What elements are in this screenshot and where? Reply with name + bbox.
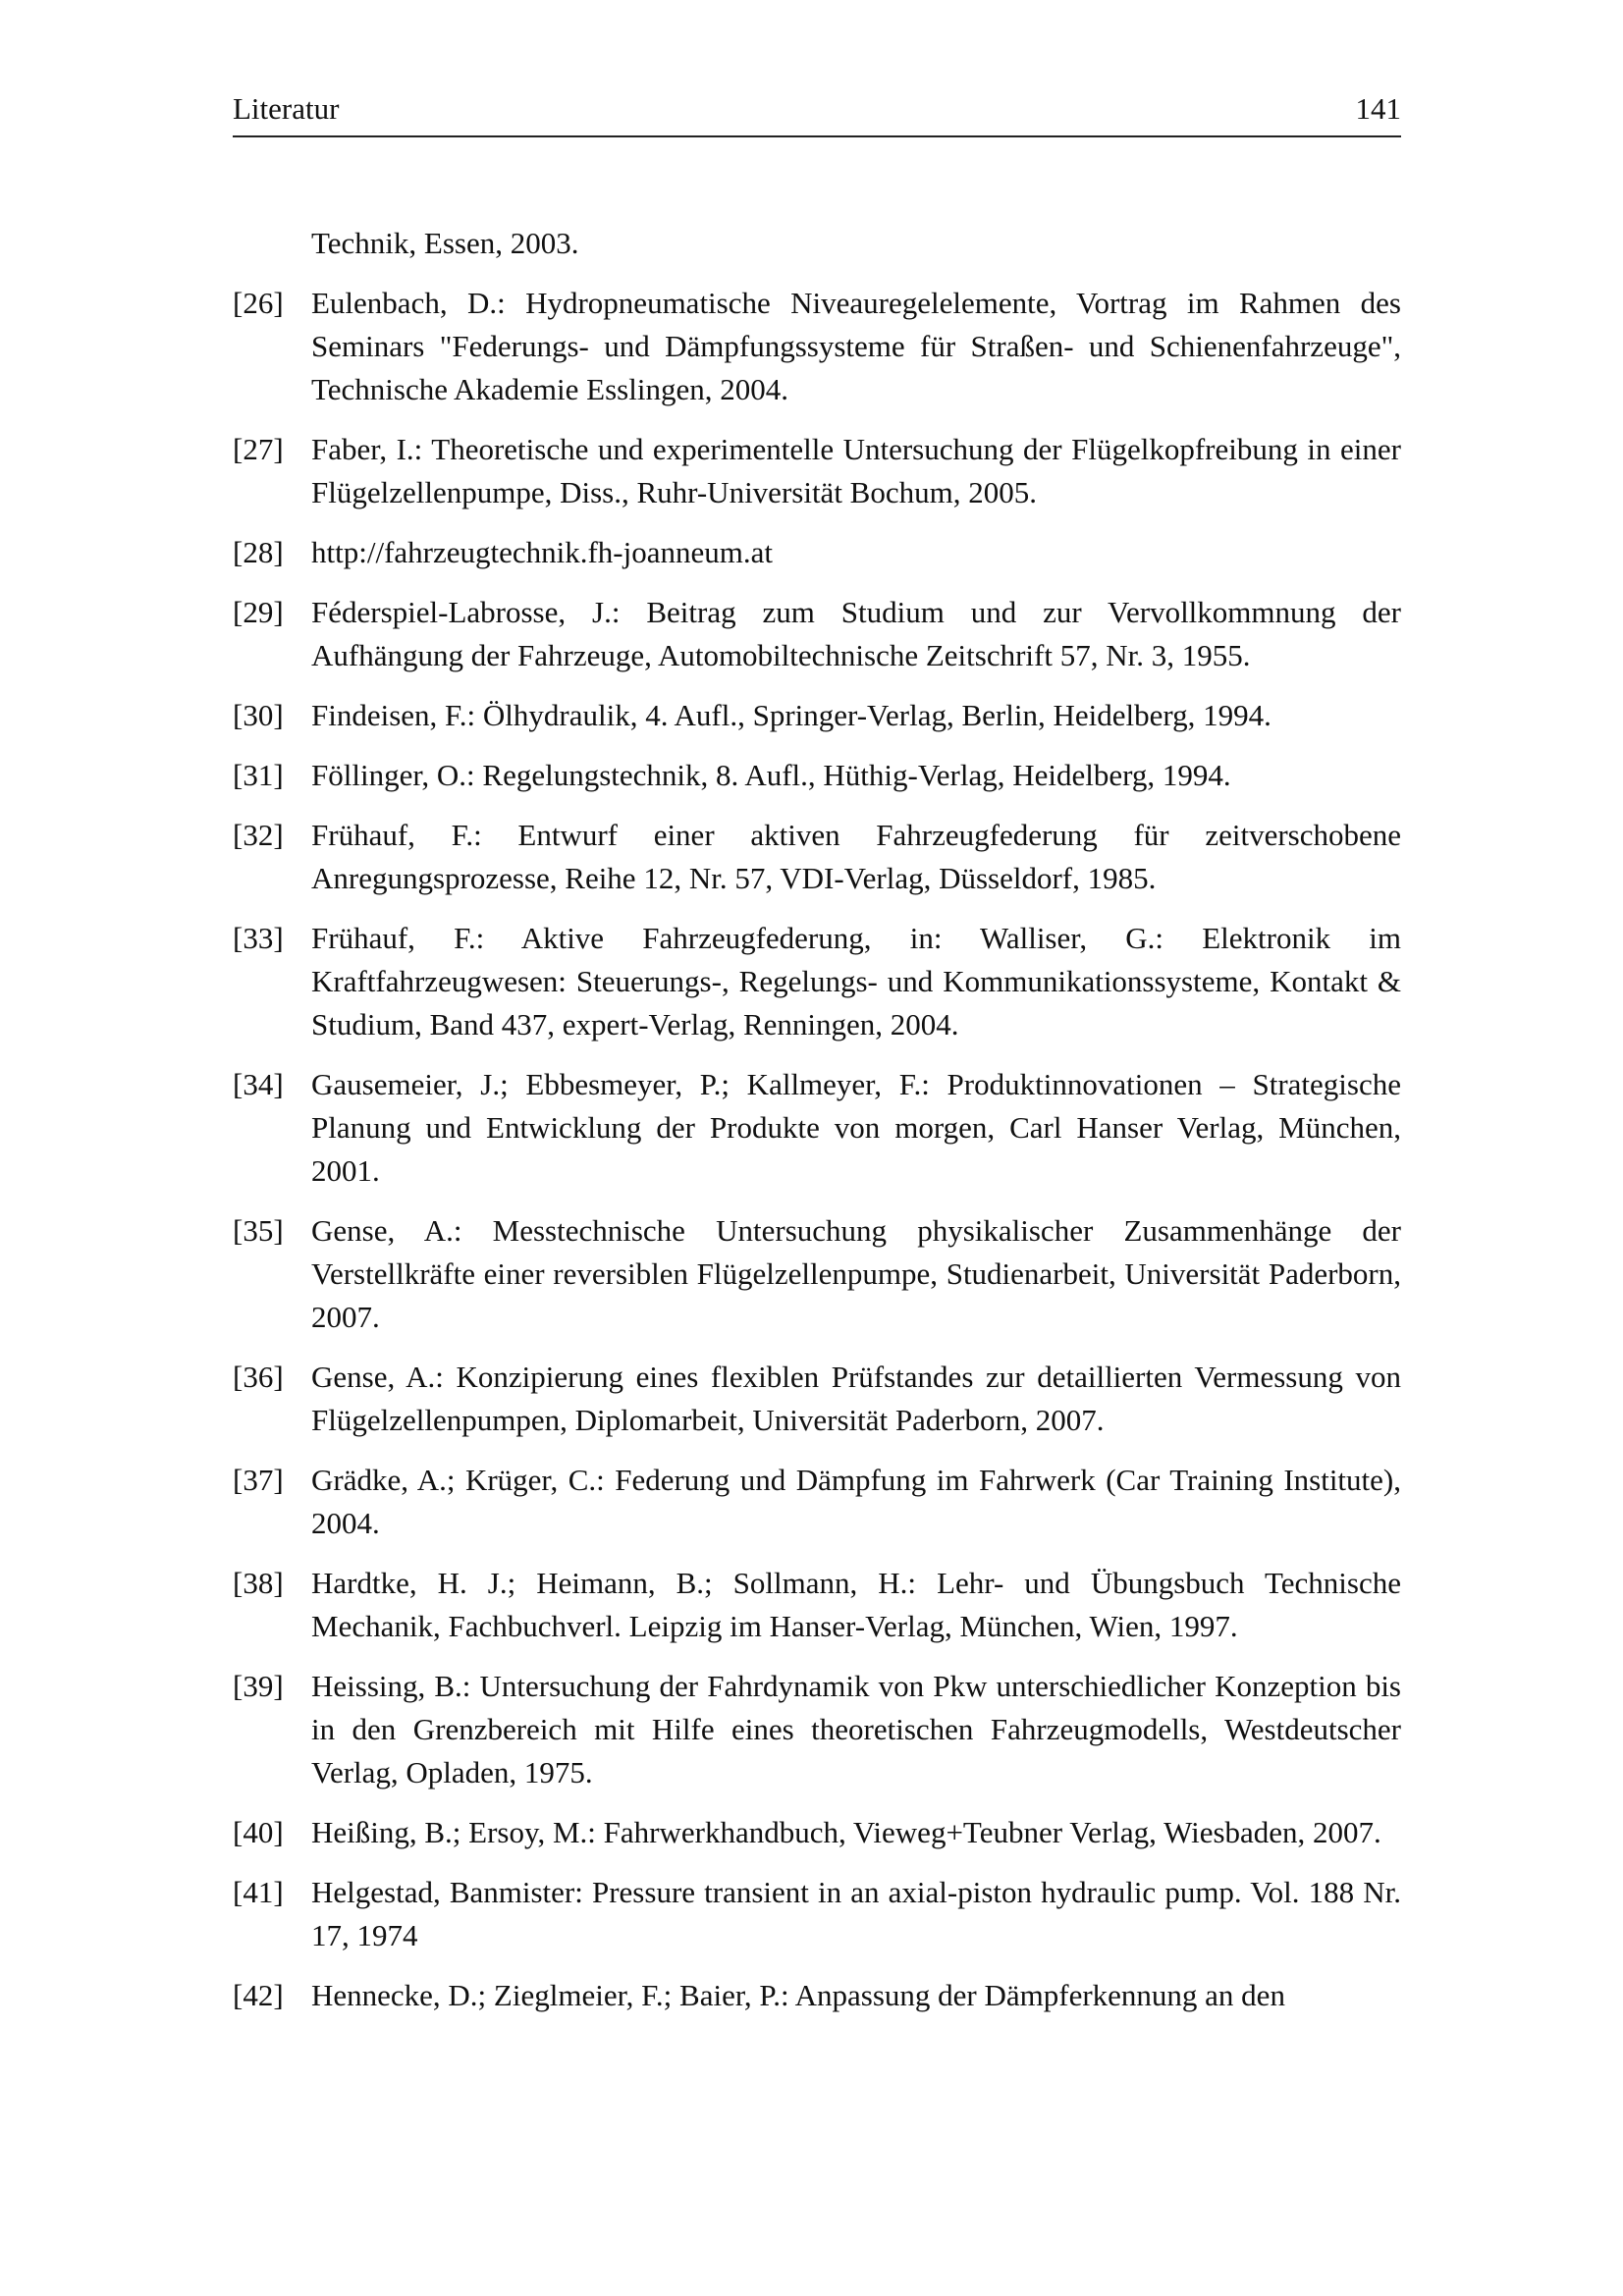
reference-entry-42 [233, 1974, 1401, 2017]
reference-number: [38] [233, 1566, 284, 1600]
reference-number: [31] [233, 758, 284, 792]
reference-number: [30] [233, 698, 284, 732]
reference-continuation: Technik, Essen, 2003. [311, 226, 579, 260]
reference-text: Helgestad, Banmister: Pressure transient in an axial-piston hydraulic pump. Vol. 188 Nr. 17, 1974 [311, 1875, 1401, 1952]
reference-number: [41] [233, 1875, 284, 1909]
reference-entry-30 [233, 694, 1401, 737]
reference-number: [27] [233, 432, 284, 466]
reference-number: [37] [233, 1463, 284, 1497]
header-title: Literatur [233, 91, 340, 126]
reference-entry-40 [233, 1811, 1401, 1854]
reference-text: Heissing, B.: Untersuchung der Fahrdynamik von Pkw unterschiedlicher Konzeption bis in den Grenzbereich mit Hilfe eines theoretischen Fahrzeugmodells, Westdeutscher Verlag, Opladen, 1975. [311, 1669, 1401, 1789]
reference-number: [33] [233, 921, 284, 955]
reference-number: [26] [233, 286, 284, 320]
reference-text: Findeisen, F.: Ölhydraulik, 4. Aufl., Springer-Verlag, Berlin, Heidelberg, 1994. [311, 698, 1271, 732]
page-number: 141 [1355, 91, 1401, 126]
reference-text: Heißing, B.; Ersoy, M.: Fahrwerkhandbuch, Vieweg+Teubner Verlag, Wiesbaden, 2007. [311, 1815, 1381, 1849]
reference-number: [40] [233, 1815, 284, 1849]
reference-number: [29] [233, 595, 284, 629]
reference-text: Hardtke, H. J.; Heimann, B.; Sollmann, H.: Lehr- und Übungsbuch Technische Mechanik, Fachbuchverl. Leipzig im Hanser-Verlag, München, Wien, 1997. [311, 1566, 1401, 1643]
reference-text: Eulenbach, D.: Hydropneumatische Niveauregelelemente, Vortrag im Rahmen des Seminars "Federungs- und Dämpfungssysteme für Straßen- und Schienenfahrzeuge", Technische Akademie Esslingen, 2004. [311, 286, 1401, 406]
reference-number: [39] [233, 1669, 284, 1703]
reference-entry-26 [233, 282, 1401, 411]
reference-text: Frühauf, F.: Aktive Fahrzeugfederung, in: Walliser, G.: Elektronik im Kraftfahrzeugwesen: Steuerungs-, Regelungs- und Kommunikationssysteme, Kontakt & Studium, Band 437, expert-Verlag, Renningen, 2004. [311, 921, 1401, 1041]
reference-number: [34] [233, 1067, 284, 1101]
reference-text: Föllinger, O.: Regelungstechnik, 8. Aufl., Hüthig-Verlag, Heidelberg, 1994. [311, 758, 1231, 792]
reference-text: Gense, A.: Messtechnische Untersuchung physikalischer Zusammenhänge der Verstellkräfte einer reversiblen Flügelzellenpumpe, Studienarbeit, Universität Paderborn, 2007. [311, 1213, 1401, 1334]
reference-text: Gense, A.: Konzipierung eines flexiblen Prüfstandes zur detaillierten Vermessung von Flügelzellenpumpen, Diplomarbeit, Universität Paderborn, 2007. [311, 1360, 1401, 1437]
reference-entry-41 [233, 1871, 1401, 1957]
reference-text: Frühauf, F.: Entwurf einer aktiven Fahrzeugfederung für zeitverschobene Anregungsprozesse, Reihe 12, Nr. 57, VDI-Verlag, Düsseldorf, 1985. [311, 818, 1401, 895]
reference-entry-35 [233, 1209, 1401, 1339]
reference-text: Gausemeier, J.; Ebbesmeyer, P.; Kallmeyer, F.: Produktinnovationen – Strategische Planung und Entwicklung der Produkte von morgen, Carl Hanser Verlag, München, 2001. [311, 1067, 1401, 1188]
reference-entry-28 [233, 531, 1401, 574]
reference-number: [36] [233, 1360, 284, 1394]
reference-entry-27 [233, 428, 1401, 514]
reference-text: Faber, I.: Theoretische und experimentelle Untersuchung der Flügelkopfreibung in einer Flügelzellenpumpe, Diss., Ruhr-Universität Bochum, 2005. [311, 432, 1401, 509]
reference-entry-37 [233, 1459, 1401, 1545]
references-section [233, 222, 1401, 2034]
reference-number: [35] [233, 1213, 284, 1248]
reference-entry-31 [233, 754, 1401, 797]
reference-text: Grädke, A.; Krüger, C.: Federung und Dämpfung im Fahrwerk (Car Training Institute), 2004. [311, 1463, 1401, 1540]
reference-number: [28] [233, 535, 284, 569]
reference-list [233, 282, 1401, 2017]
reference-text: Hennecke, D.; Zieglmeier, F.; Baier, P.: Anpassung der Dämpferkennung an den [311, 1978, 1285, 2012]
page-header [233, 90, 1401, 137]
reference-entry-33 [233, 917, 1401, 1046]
reference-entry-34 [233, 1063, 1401, 1193]
reference-number: [42] [233, 1978, 284, 2012]
reference-text: Féderspiel-Labrosse, J.: Beitrag zum Studium und zur Vervollkommnung der Aufhängung der Fahrzeuge, Automobiltechnische Zeitschrift 57, Nr. 3, 1955. [311, 595, 1401, 672]
reference-number: [32] [233, 818, 284, 852]
reference-entry-39 [233, 1665, 1401, 1794]
reference-entry-29 [233, 591, 1401, 677]
reference-entry-38 [233, 1562, 1401, 1648]
reference-url: http://fahrzeugtechnik.fh-joanneum.at [311, 535, 773, 569]
reference-entry-36 [233, 1356, 1401, 1442]
reference-entry-32 [233, 814, 1401, 900]
